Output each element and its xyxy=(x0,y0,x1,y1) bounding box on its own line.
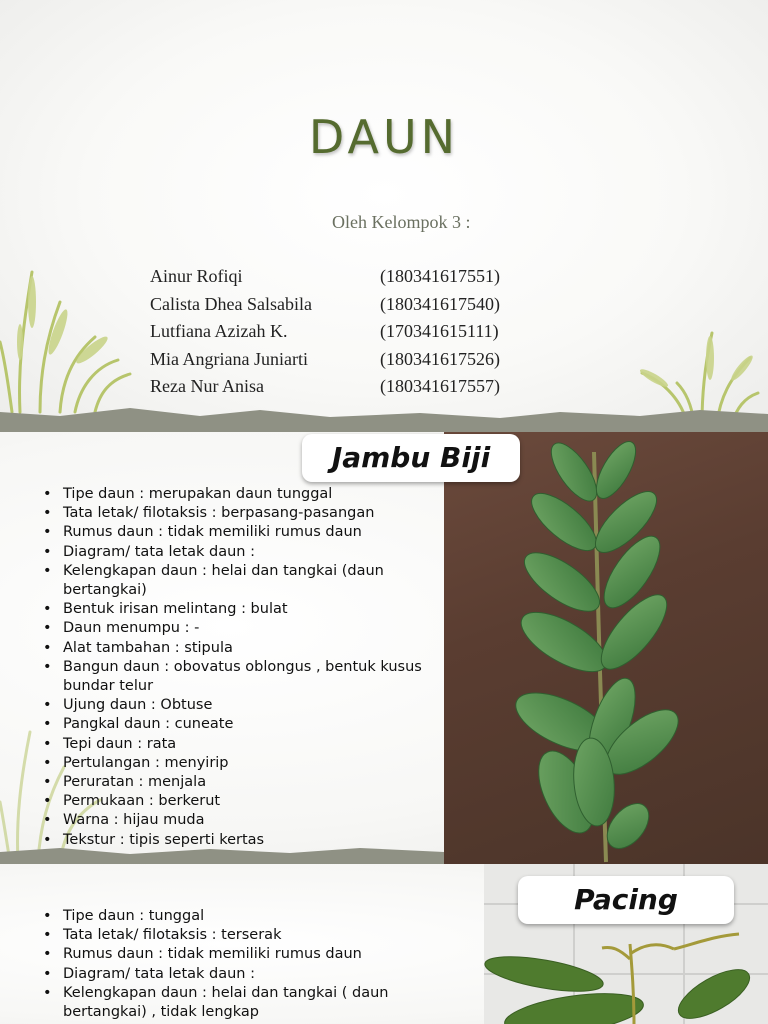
member-name: Lutfiana Azizah K. xyxy=(150,321,288,341)
member-name: Mia Angriana Juniarti xyxy=(150,348,308,369)
list-item: • Permukaan : berkerut xyxy=(40,792,432,811)
pacing-slide xyxy=(0,864,768,1024)
list-item: • Peruratan : menjala xyxy=(40,773,432,792)
list-item: • Diagram/ tata letak daun : xyxy=(40,543,432,562)
list-item: • Kelengkapan daun : helai dan tangkai (daun bertangkai) xyxy=(40,562,432,600)
title-slide xyxy=(0,0,768,432)
list-item: • Daun menumpu : - xyxy=(40,619,432,638)
ground-strip-icon xyxy=(0,402,768,432)
list-item: • Warna : hijau muda xyxy=(40,811,432,830)
list-item: • Bentuk irisan melintang : bulat xyxy=(40,600,432,619)
jambu-biji-slide xyxy=(0,432,768,864)
list-item: • Tekstur : tipis seperti kertas xyxy=(40,831,432,850)
page-title: DAUN xyxy=(308,110,460,164)
list-item: • Tipe daun : merupakan daun tunggal xyxy=(40,485,432,504)
grass-left-icon xyxy=(0,262,150,422)
member-id: (180341617540) xyxy=(380,293,500,314)
list-item: • Kelengkapan daun : helai dan tangkai ( daun bertangkai) , tidak lengkap xyxy=(40,984,470,1022)
list-item: • Ujung daun : Obtuse xyxy=(40,696,432,715)
list-item: • Alat tambahan : stipula xyxy=(40,639,432,658)
subtitle: Oleh Kelompok 3 : xyxy=(332,212,471,232)
member-name: Calista Dhea Salsabila xyxy=(150,293,312,314)
list-item: • Rumus daun : tidak memiliki rumus daun xyxy=(40,945,470,964)
list-item: • Tepi daun : rata xyxy=(40,735,432,754)
list-item: • Tipe daun : tunggal xyxy=(40,907,470,926)
list-item: • Diagram/ tata letak daun : xyxy=(40,965,470,984)
member-id: (180341617526) xyxy=(380,348,500,369)
member-id: (170341615111) xyxy=(380,321,499,341)
leaf-properties-list xyxy=(40,907,470,1022)
slide-title: Pacing xyxy=(518,876,734,924)
member-id: (180341617557) xyxy=(380,376,500,396)
list-item: • Bangun daun : obovatus oblongus , bentuk kusus bundar telur xyxy=(40,658,432,696)
list-item: • Pertulangan : menyirip xyxy=(40,754,432,773)
member-id: (180341617551) xyxy=(380,266,500,286)
list-item: • Pangkal daun : cuneate xyxy=(40,715,432,734)
list-item: • Rumus daun : tidak memiliki rumus daun xyxy=(40,523,432,542)
member-name: Reza Nur Anisa xyxy=(150,376,264,396)
list-item: • Tata letak/ filotaksis : terserak xyxy=(40,926,470,945)
member-name: Ainur Rofiqi xyxy=(150,266,243,286)
list-item: • Tata letak/ filotaksis : berpasang-pasangan xyxy=(40,504,432,523)
slide-title: Jambu Biji xyxy=(302,434,520,482)
guava-leaf-photo xyxy=(444,432,768,864)
leaf-properties-list xyxy=(40,485,432,850)
guava-branch-icon xyxy=(444,432,768,864)
